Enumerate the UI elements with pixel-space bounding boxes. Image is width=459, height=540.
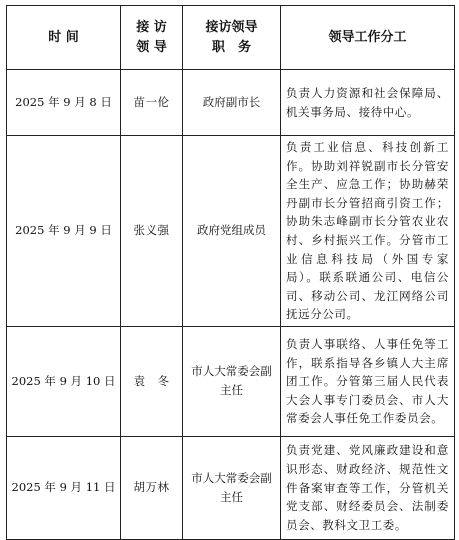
header-leader-line1: 接 访 (136, 19, 167, 35)
table-row (7, 70, 455, 136)
header-leader (121, 6, 183, 70)
row-position: 政府党组成员 (183, 136, 281, 327)
schedule-table (6, 5, 455, 540)
row-duties: 负责人力资源和社会保障局、机关事务局、接待中心。 (281, 70, 455, 136)
row-date: 2025 年 9 月 10 日 (7, 326, 121, 436)
header-leader-line2: 领 导 (136, 39, 167, 55)
table-row (7, 326, 455, 436)
header-position-line1: 接访领导 (205, 19, 258, 35)
header-duties: 领导工作分工 (281, 6, 455, 70)
row-duties: 负责党建、党风廉政建设和意识形态、财政经济、规范性文件备案审查等工作，分管机关党支部、财经委员会、法制委员会、教科文卫工委。 (281, 436, 455, 539)
header-time: 时 间 (7, 6, 121, 70)
row-position: 政府副市长 (183, 70, 281, 136)
row-position: 市人大常委会副主任 (183, 436, 281, 539)
row-leader: 张义强 (121, 136, 183, 327)
header-position (183, 6, 281, 70)
row-date: 2025 年 9 月 8 日 (7, 70, 121, 136)
row-position: 市人大常委会副主任 (183, 326, 281, 436)
row-leader: 苗一伦 (121, 70, 183, 136)
row-date: 2025 年 9 月 9 日 (7, 136, 121, 327)
row-leader: 胡万林 (121, 436, 183, 539)
header-position-line2: 职 务 (211, 39, 251, 55)
header-row (7, 6, 455, 70)
row-duties: 负责人事联络、人事任免等工作，联系指导各乡镇人大主席团工作。分管第三届人民代表大会人事专门委员会、市人大常委会人事任免工作委员会。 (281, 326, 455, 436)
table-row (7, 136, 455, 327)
row-duties: 负责工业信息、科技创新工作。协助刘祥锐副市长分管安全生产、应急工作；协助赫荣丹副市长分管招商引资工作；协助朱志峰副市长分管农业农村、乡村振兴工作。分管市工业信息科技局（外国专家局）。联系联通公司、电信公司、移动公司、龙江网络公司抚远分公司。 (281, 136, 455, 327)
row-leader: 袁 冬 (121, 326, 183, 436)
row-date: 2025 年 9 月 11 日 (7, 436, 121, 539)
